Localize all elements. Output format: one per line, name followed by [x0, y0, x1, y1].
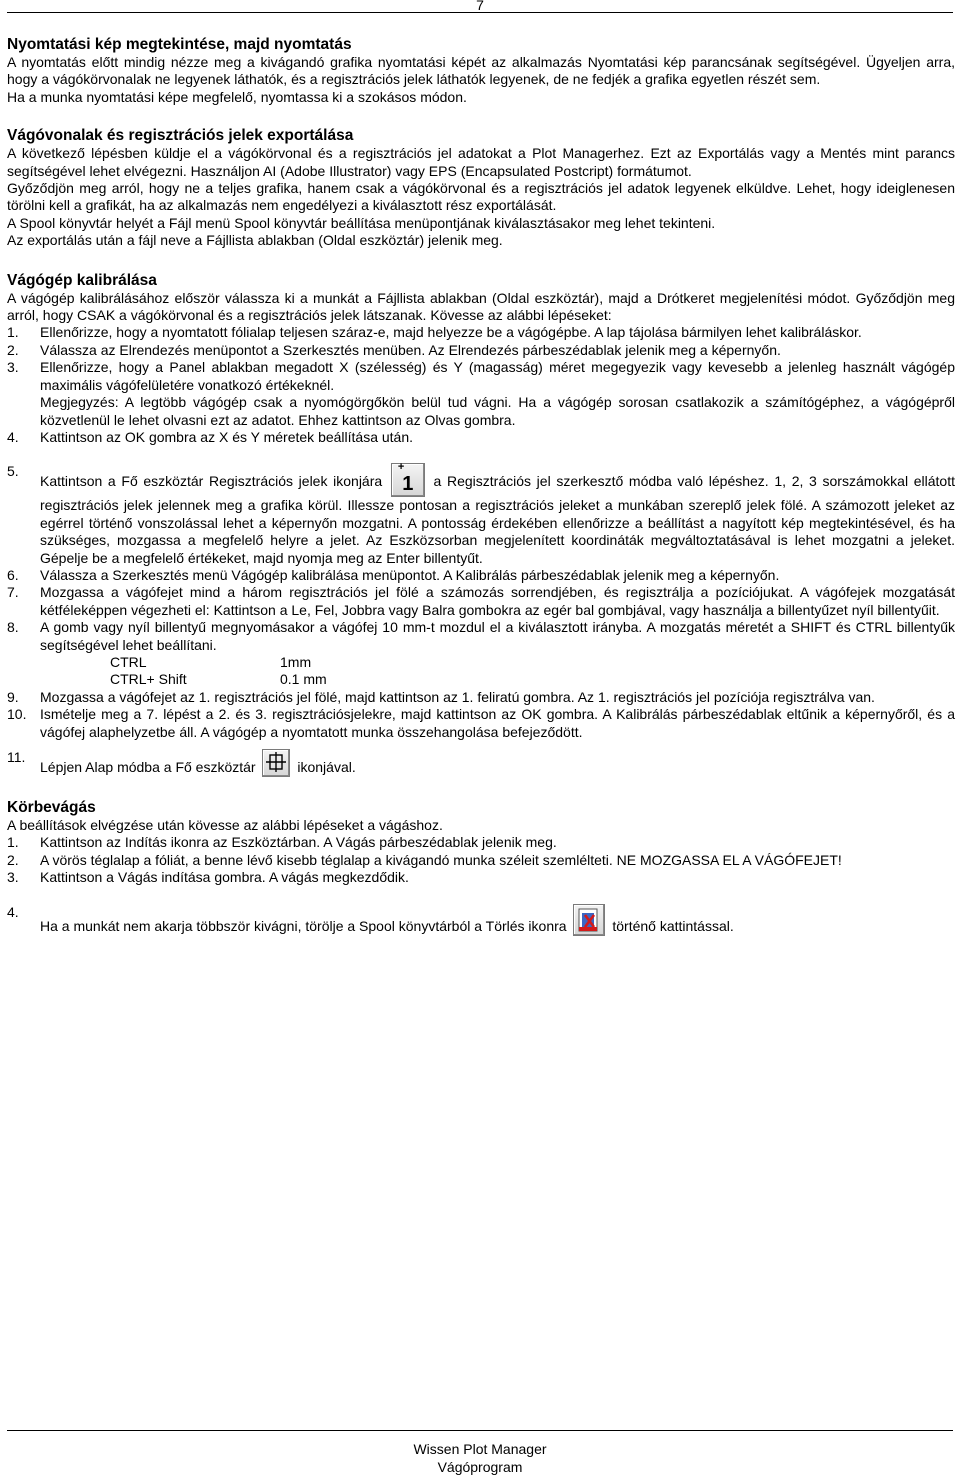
- list-item: [7, 567, 955, 584]
- page-number: 7: [476, 0, 484, 13]
- step-text: Mozgassa a vágófejet az 1. regisztrációs jel fölé, majd kattintson az 1. feliratú gombra. Az 1. regisztrációs jel pozíciója regisztrálva van.: [40, 688, 875, 705]
- paragraph: A beállítások elvégzése után kövesse az alábbi lépéseket a vágáshoz.: [7, 817, 443, 833]
- step-text: ikonjával.: [297, 759, 356, 775]
- step-number: 6.: [7, 566, 19, 583]
- footer-subtitle: Vágóprogram: [437, 1459, 523, 1475]
- delete-file-icon: [574, 905, 604, 935]
- step-number: 11.: [7, 749, 26, 765]
- section-export: [7, 126, 955, 249]
- section-cutting: [7, 798, 955, 936]
- key-value: 1mm: [280, 653, 312, 670]
- list-item: [7, 324, 955, 341]
- section-calibration: [7, 271, 955, 777]
- section-print-preview: [7, 35, 955, 106]
- list-item: [7, 463, 955, 567]
- key-table: [110, 654, 955, 689]
- step-text: Ellenőrizze, hogy a nyomtatott fólialap teljesen száraz-e, majd helyezze be a vágógépbe. A lap tájolása bármilyen lehet kalibráláskor.: [40, 324, 862, 341]
- page-content: [7, 35, 955, 936]
- paragraph: A vágógép kalibrálásához először válassza ki a munkát a Fájllista ablakban (Oldal eszköztár), majd a Drótkeret megjelenítési módot. Győződjön meg arról, hogy CSAK a vágókörvonal és a regisztrációs jelek látszanak. Kövesse az alábbi lépéseket:: [7, 289, 955, 324]
- list-item: [7, 869, 955, 886]
- list-item: [7, 852, 955, 869]
- step-number: 2.: [7, 851, 19, 868]
- step-note: Megjegyzés: A legtöbb vágógép csak a nyomógörgőkön belül tud vágni. Ha a vágógép sorosan csatlakozik a számítógéphez, a vágógépről közvetlenül le lehet olvasni ezt az adatot. Ehhez kattintson az Olvas gombra.: [40, 394, 955, 428]
- list-item: [7, 619, 955, 689]
- page-footer: [0, 1440, 960, 1476]
- list-item: [7, 584, 955, 619]
- step-number: 3.: [7, 359, 19, 376]
- key-name: CTRL+ Shift: [110, 671, 187, 688]
- paragraph: A következő lépésben küldje el a vágókörvonal és a regisztrációs jel adatokat a Plot Managerhez. Ezt az Exportálás vagy a Mentés mint parancs segítségével lehet elvégezni. Használjon AI (Adobe Illustrator) vagy EPS (Encapsulated Postcript) formátumot.: [7, 145, 955, 179]
- paragraph: A Spool könyvtár helyét a Fájl menü Spool könyvtár beállítása menüpontjának kiválasztásakor meg lehet tekinteni.: [7, 214, 716, 231]
- section-title: Vágóvonalak és regisztrációs jelek exportálása: [7, 127, 354, 145]
- section-title: Nyomtatási kép megtekintése, majd nyomtatás: [7, 36, 352, 53]
- step-number: 8.: [7, 619, 19, 636]
- step-text: Ellenőrizze, hogy a Panel ablakban megadott X (szélesség) és Y (magasság) méret megegyezik vagy kevesebb a jelenleg használt vágógép maximális vágófelületére vonatkozó értékeknél.: [40, 359, 955, 393]
- list-item: [7, 689, 955, 706]
- paragraph: A nyomtatás előtt mindig nézze meg a kivágandó grafika nyomtatási képét az alkalmazás Nyomtatási kép parancsának segítségével. Ügyeljen arra, hogy a vágókörvonalak ne legyenek láthatók, és a regisztrációs jelek láthatók legyenek, de ne fedjék a grafika egyetlen részét sem.: [7, 54, 955, 88]
- header-rule: [7, 12, 953, 13]
- paragraph: Győződjön meg arról, hogy ne a teljes grafika, hanem csak a vágókörvonal és a regisztrációs jel adatok legyenek elküldve. Lehet, hogy ideiglenesen törölni kell a grafikát, ha az alkalmazás nem engedélyezi a kiválasztott rész exportálását.: [7, 180, 955, 214]
- step-number: 5.: [7, 463, 19, 480]
- step-text: Lépjen Alap módba a Fő eszköztár: [40, 759, 256, 775]
- step-text: Ismételje meg a 7. lépést a 2. és 3. regisztrációsjelekre, majd kattintson az OK gombra. A Kalibrálás párbeszédablak eltűnik a képernyőről, és a vágófej alaphelyzetbe áll. A vágógép a nyomtatott munka összehangolása befejeződött.: [40, 706, 955, 740]
- icon-label: 1: [402, 473, 414, 496]
- step-number: 1.: [7, 834, 19, 851]
- key-name: CTRL: [110, 653, 147, 670]
- step-number: 7.: [7, 584, 19, 601]
- step-number: 3.: [7, 869, 19, 886]
- step-text: Mozgassa a vágófejet mind a három regisztrációs jel fölé a számozás sorrendjében, és regisztrálja a pozíciójukat. A vágófejek mozgatását kétféleképpen végezheti el: Kattintson a Le, Fel, Jobbra vagy Balra gombokra az egér bal gombjával, vagy használja a billentyűzet nyíl billentyűit.: [40, 584, 955, 618]
- step-text: Válassza az Elrendezés menüpontot a Szerkesztés menüben. Az Elrendezés párbeszédablak jelenik meg a képernyőn.: [40, 341, 781, 358]
- list-item: [7, 359, 955, 429]
- step-number: 4.: [7, 903, 19, 920]
- step-text: Kattintson a Fő eszköztár Regisztrációs jelek ikonjára: [40, 473, 383, 490]
- key-value: 0.1 mm: [280, 671, 327, 688]
- footer-rule: [7, 1430, 953, 1431]
- key-row: [110, 671, 955, 688]
- step-text: A vörös téglalap a fóliát, a benne lévő kisebb téglalap a kivágandó munka széleit szemlélteti. NE MOZGASSA EL A VÁGÓFEJET!: [40, 851, 842, 868]
- section-title: Vágógép kalibrálása: [7, 271, 157, 289]
- step-number: 1.: [7, 324, 19, 341]
- footer-title: Wissen Plot Manager: [413, 1441, 547, 1457]
- step-text: Kattintson az OK gombra az X és Y méretek beállítása után.: [40, 428, 414, 445]
- step-number: 2.: [7, 341, 19, 358]
- step-text: Kattintson a Vágás indítása gombra. A vágás megkezdődik.: [40, 869, 409, 886]
- step-text: a Regisztrációs jel szerkesztő módba való lépéshez. 1, 2, 3 sorszámokkal ellátott regisztrációs jelek jelennek meg a grafika körül. Illessze pontosan a regisztrációs jeleket a munkában szereplő jelek fölé. A számozott jeleket az egérrel történő vonszolással lehet a képernyőn mozgatni. A pontosság érdekében ellenőrizze a beállítást a nagyított kép megtekintésével, és ha szükséges, mozgassa a megfelelő helyre a jelet. Az Eszközsorban megjelenített koordináták megváltoztatásával is lehet mozgatni a jeleket. Gépelje be a megfelelő értékeket, majd nyomja meg az Enter billentyűt.: [40, 473, 956, 566]
- step-text: Kattintson az Indítás ikonra az Eszköztárban. A Vágás párbeszédablak jelenik meg.: [40, 834, 557, 851]
- list-item: [7, 749, 955, 777]
- step-number: 4.: [7, 428, 19, 445]
- key-row: [110, 654, 955, 671]
- registration-marks-icon[interactable]: [391, 463, 425, 497]
- section-title: Körbevágás: [7, 799, 96, 816]
- step-text: történő kattintással.: [612, 917, 734, 934]
- step-number: 9.: [7, 688, 19, 705]
- list-item: [7, 342, 955, 359]
- delete-icon[interactable]: [573, 904, 605, 936]
- step-text: Ha a munkát nem akarja többször kivágni, törölje a Spool könyvtárból a Törlés ikonra: [40, 917, 567, 934]
- step-text: Válassza a Szerkesztés menü Vágógép kalibrálása menüpontot. A Kalibrálás párbeszédablak jelenik meg a képernyőn.: [40, 566, 780, 583]
- list-item: [7, 904, 955, 936]
- cutting-steps: [7, 834, 955, 935]
- paragraph: Ha a munka nyomtatási képe megfelelő, nyomtassa ki a szokásos módon.: [7, 88, 467, 105]
- paragraph: Az exportálás után a fájl neve a Fájllista ablakban (Oldal eszköztár) jelenik meg.: [7, 232, 503, 249]
- crosshair-icon: [263, 750, 289, 776]
- calibration-steps: [7, 324, 955, 777]
- list-item: [7, 834, 955, 851]
- step-number: 10.: [7, 706, 27, 723]
- home-mode-icon[interactable]: [262, 749, 290, 777]
- list-item: [7, 706, 955, 741]
- step-text: A gomb vagy nyíl billentyű megnyomásakor a vágófej 10 mm-t mozdul el a kiválasztott irányba. A mozgatás méretét a SHIFT és CTRL billentyűk segítségével lehet beállítani.: [40, 619, 955, 653]
- list-item: [7, 429, 955, 446]
- plus-icon: +: [397, 461, 405, 474]
